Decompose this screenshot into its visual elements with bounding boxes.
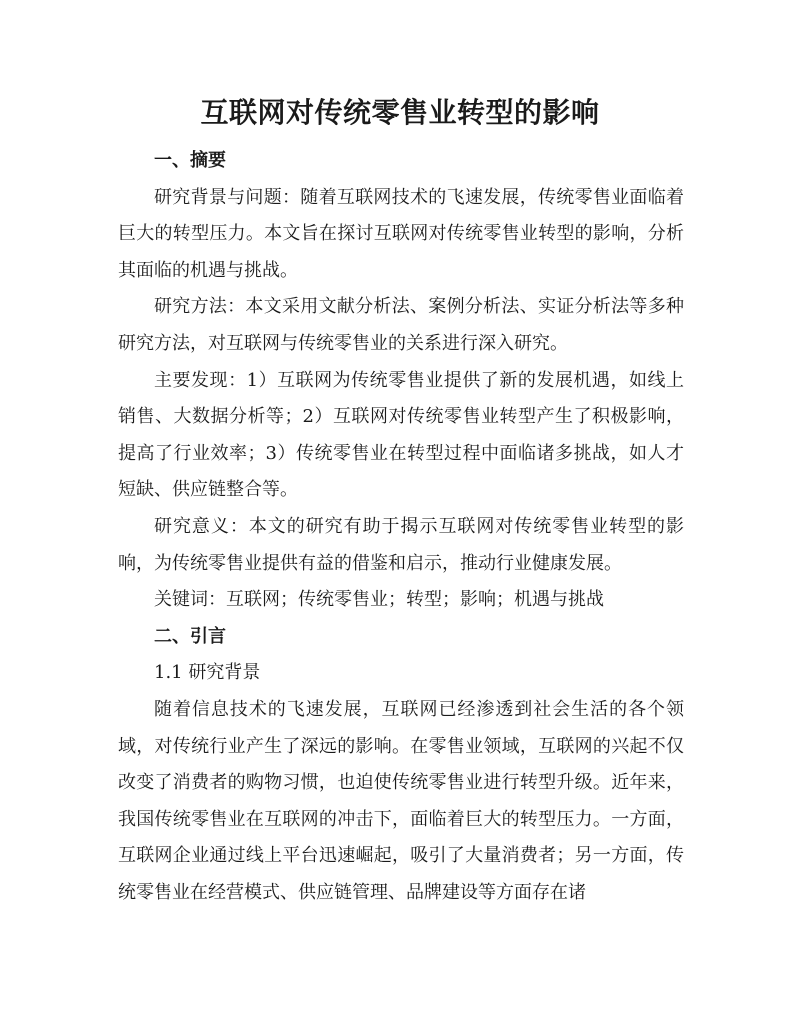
abstract-significance-paragraph: 研究意义：本文的研究有助于揭示互联网对传统零售业转型的影响，为传统零售业提供有益的借鉴和启示，推动行业健康发展。	[118, 515, 684, 574]
document-body	[118, 143, 684, 911]
subsection-heading-background: 1.1 研究背景	[154, 662, 261, 684]
keywords-line: 关键词：互联网；传统零售业；转型；影响；机遇与挑战	[154, 589, 604, 611]
abstract-background-paragraph: 研究背景与问题：随着互联网技术的飞速发展，传统零售业面临着巨大的转型压力。本文旨在探讨互联网对传统零售业转型的影响，分析其面临的机遇与挑战。	[118, 186, 684, 281]
introduction-paragraph: 随着信息技术的飞速发展，互联网已经渗透到社会生活的各个领域，对传统行业产生了深远的影响。在零售业领域，互联网的兴起不仅改变了消费者的购物习惯，也迫使传统零售业进行转型升级。近年来，我国传统零售业在互联网的冲击下，面临着巨大的转型压力。一方面，互联网企业通过线上平台迅速崛起，吸引了大量消费者；另一方面，传统零售业在经营模式、供应链管理、品牌建设等方面存在诸	[118, 698, 684, 903]
abstract-methods-paragraph: 研究方法：本文采用文献分析法、案例分析法、实证分析法等多种研究方法，对互联网与传统零售业的关系进行深入研究。	[118, 296, 684, 354]
document-title: 互联网对传统零售业转型的影响	[200, 96, 600, 129]
section-heading-introduction: 二、引言	[154, 625, 226, 647]
abstract-findings-paragraph: 主要发现：1）互联网为传统零售业提供了新的发展机遇，如线上销售、大数据分析等；2）互联网对传统零售业转型产生了积极影响，提高了行业效率；3）传统零售业在转型过程中面临诸多挑战，如人才短缺、供应链整合等。	[118, 369, 684, 501]
section-heading-abstract: 一、摘要	[154, 150, 226, 171]
